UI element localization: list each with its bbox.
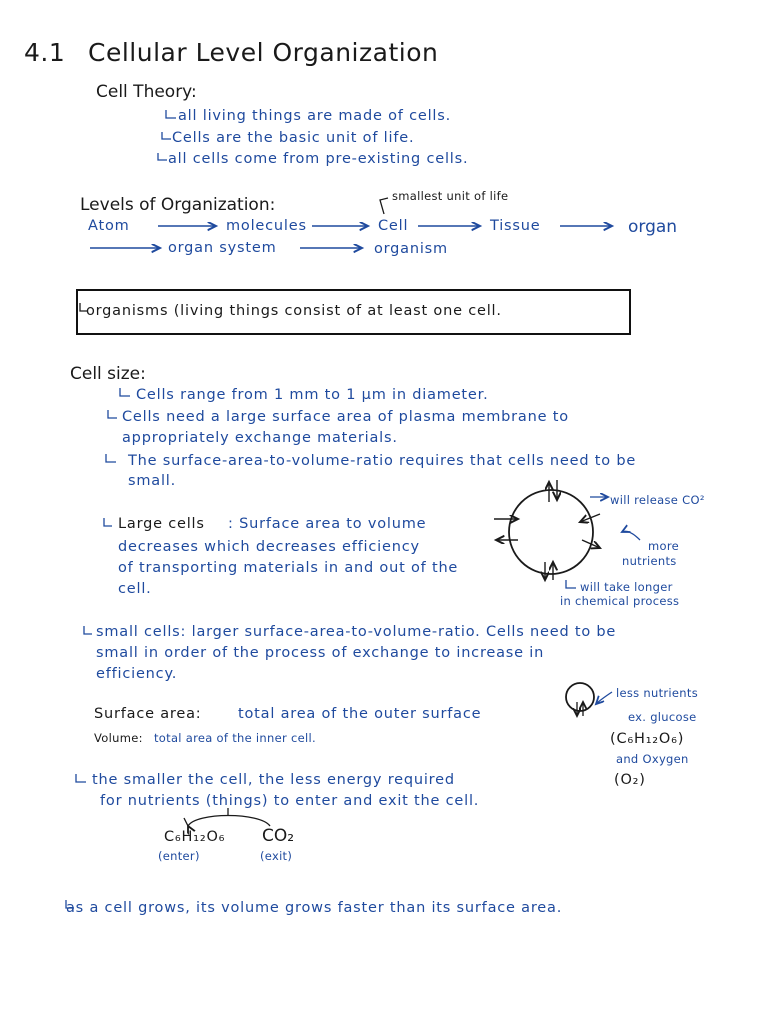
small-cell-circle xyxy=(566,683,594,711)
small-cells-line-1: small cells: larger surface-area-to-volume-ratio. Cells need to be xyxy=(96,624,617,640)
formula-brace xyxy=(184,808,270,826)
level-organ: organ xyxy=(628,217,678,237)
formula-co2-note: (exit) xyxy=(260,849,293,863)
cell-size-point-2: Cells need a large surface area of plasma membrane to xyxy=(122,409,569,425)
page-title: Cellular Level Organization xyxy=(88,38,439,67)
final-note: as a cell grows, its volume grows faster than its surface area. xyxy=(66,900,563,916)
level-atom: Atom xyxy=(88,218,130,234)
small-diagram-line-2: ex. glucose xyxy=(628,710,697,724)
level-tissue: Tissue xyxy=(490,218,541,234)
levels-heading: Levels of Organization: xyxy=(80,195,276,215)
cell-theory-point-1: all living things are made of cells. xyxy=(178,108,451,124)
smallest-unit-arrow xyxy=(380,198,388,214)
small-diagram-line-3: (C₆H₁₂O₆) xyxy=(610,731,685,747)
boxed-note-text: organisms (living things consist of at least one cell. xyxy=(86,303,502,319)
level-organism: organism xyxy=(374,241,448,257)
cell-theory-heading: Cell Theory: xyxy=(96,82,197,102)
bullet-hooks xyxy=(158,110,176,160)
large-cell-diagram xyxy=(494,480,640,580)
small-cell-diagram xyxy=(566,683,612,716)
surface-area-label: Surface area: xyxy=(94,706,202,722)
level-arrows xyxy=(90,226,612,248)
cell-size-point-3: The surface-area-to-volume-ratio requires that cells need to be xyxy=(128,453,637,469)
large-cells-line-2: decreases which decreases efficiency xyxy=(118,539,420,555)
large-cells-line-1: : Surface area to volume xyxy=(228,516,427,532)
formula-co2: CO₂ xyxy=(262,826,295,846)
smallest-unit-note: smallest unit of life xyxy=(392,189,509,203)
small-diagram-line-1: less nutrients xyxy=(616,686,698,700)
cell-theory-point-3: all cells come from pre-existing cells. xyxy=(168,151,469,167)
surface-area-def: total area of the outer surface xyxy=(238,706,482,722)
volume-label: Volume: xyxy=(94,731,143,745)
level-organ-system: organ system xyxy=(168,240,277,256)
cell-size-point-3-cont: small. xyxy=(128,473,177,489)
longer-note-2: in chemical process xyxy=(560,594,680,608)
formula-brace-curve xyxy=(188,816,270,827)
small-diagram-line-4: and Oxygen xyxy=(616,752,689,766)
nutrients-note: nutrients xyxy=(622,554,677,568)
small-diagram-line-5: (O₂) xyxy=(614,772,646,788)
box-hook xyxy=(80,303,88,311)
energy-line-2: for nutrients (things) to enter and exit the cell. xyxy=(100,793,480,809)
small-cells-line-3: efficiency. xyxy=(96,666,178,682)
formula-glucose: C₆H₁₂O₆ xyxy=(164,829,226,845)
cell-size-heading: Cell size: xyxy=(70,364,146,384)
cell-size-point-2-cont: appropriately exchange materials. xyxy=(122,430,398,446)
level-molecules: molecules xyxy=(226,218,307,234)
volume-def: total area of the inner cell. xyxy=(154,731,316,745)
large-cell-circle xyxy=(509,490,593,574)
cell-size-hooks xyxy=(66,388,576,908)
longer-note-1: will take longer xyxy=(580,580,673,594)
large-cells-line-3: of transporting materials in and out of the xyxy=(118,560,459,576)
energy-line-1: the smaller the cell, the less energy required xyxy=(92,772,455,788)
large-cells-line-4: cell. xyxy=(118,581,152,597)
small-cells-line-2: small in order of the process of exchange to increase in xyxy=(96,645,545,661)
more-note: more xyxy=(648,539,679,553)
release-co2-note: will release CO² xyxy=(610,493,705,507)
large-cells-label: Large cells xyxy=(118,516,205,532)
section-number: 4.1 xyxy=(24,38,66,67)
cell-theory-point-2: Cells are the basic unit of life. xyxy=(172,130,415,146)
level-cell: Cell xyxy=(378,218,409,234)
cell-size-point-1: Cells range from 1 mm to 1 µm in diameter. xyxy=(136,387,489,403)
formula-glucose-note: (enter) xyxy=(158,849,200,863)
